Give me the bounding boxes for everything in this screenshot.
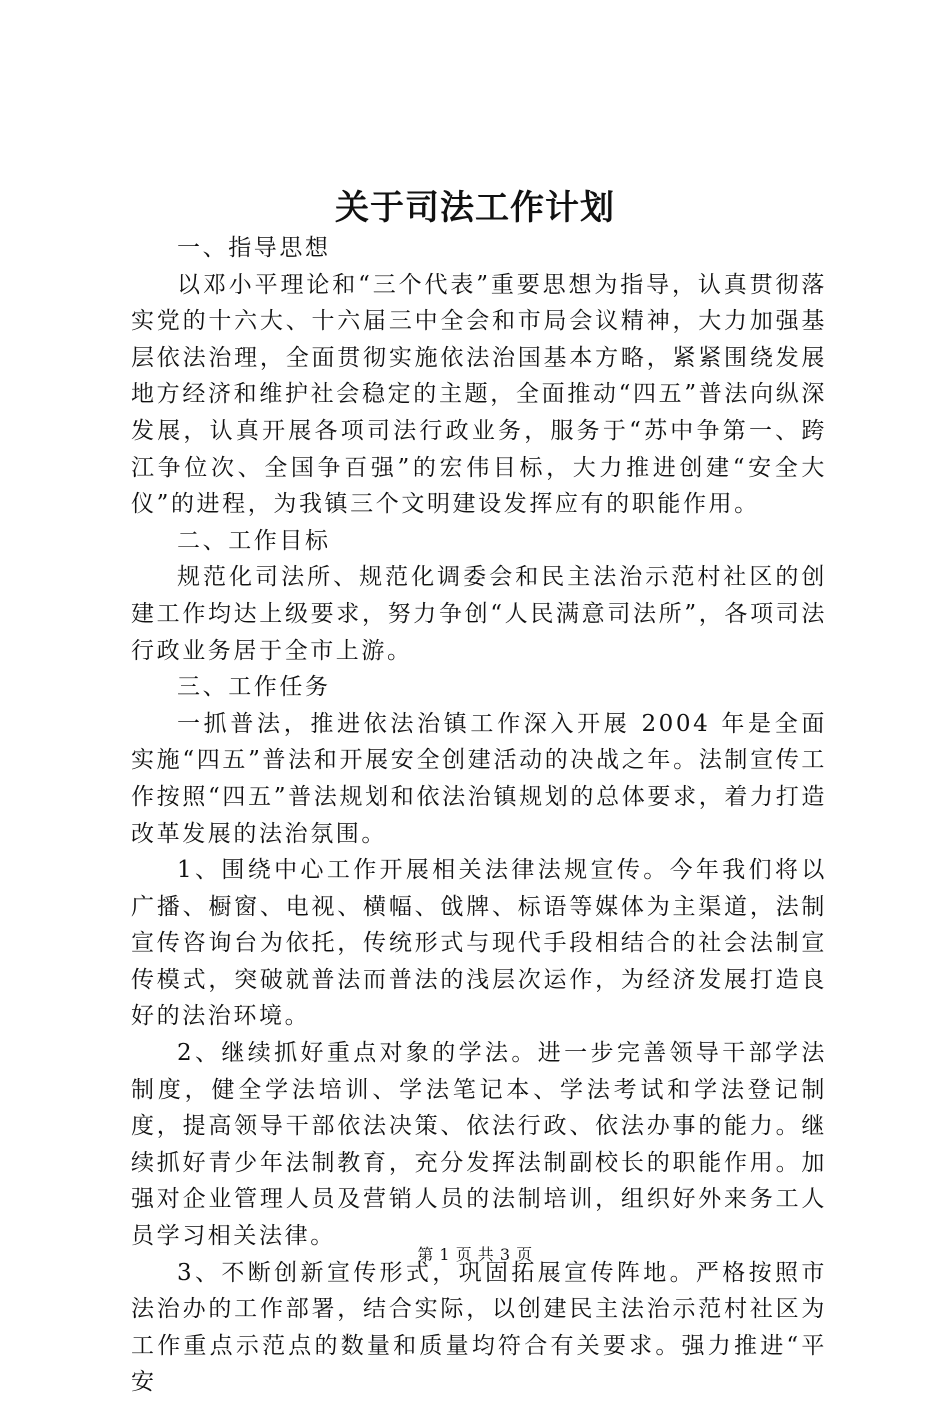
paragraph: 一抓普法，推进依法治镇工作深入开展 2004 年是全面实施“四五”普法和开展安全创建活动的决战之年。法制宣传工作按照“四五”普法规划和依法治镇规划的总体要求，着力打造改革发展的法治氛围。 <box>131 710 827 847</box>
paragraph: 3、不断创新宣传形式，巩固拓展宣传阵地。严格按照市法治办的工作部署，结合实际，以创建民主法治示范村社区为工作重点示范点的数量和质量均符合有关要求。强力推进“平安 <box>131 1259 827 1396</box>
paragraph: 1、围绕中心工作开展相关法律法规宣传。今年我们将以广播、橱窗、电视、横幅、戗牌、标语等媒体为主渠道，法制宣传咨询台为依托，传统形式与现代手段相结合的社会法制宣传模式，突破就普法而普法的浅层次运作，为经济发展打造良好的法治环境。 <box>131 857 827 1030</box>
section-heading: 一、指导思想 <box>177 235 331 261</box>
paragraph: 规范化司法所、规范化调委会和民主法治示范村社区的创建工作均达上级要求，努力争创“人民满意司法所”，各项司法行政业务居于全市上游。 <box>131 564 827 664</box>
section-heading: 三、工作任务 <box>177 674 331 701</box>
page-footer: 第 1 页 共 3 页 <box>417 1245 533 1264</box>
document-body <box>131 230 827 1401</box>
section-heading: 二、工作目标 <box>177 527 331 554</box>
paragraph: 2、继续抓好重点对象的学法。进一步完善领导干部学法制度，健全学法培训、学法笔记本、学法考试和学法登记制度，提高领导干部依法决策、依法行政、依法办事的能力。继续抓好青少年法制教育，充分发挥法制副校长的职能作用。加强对企业管理人员及营销人员的法制培训，组织好外来务工人员学习相关法律。 <box>131 1040 827 1250</box>
paragraph: 以邓小平理论和“三个代表”重要思想为指导，认真贯彻落实党的十六大、十六届三中全会和市局会议精神，大力加强基层依法治理，全面贯彻实施依法治国基本方略，紧紧围绕发展地方经济和维护社会稳定的主题，全面推动“四五”普法向纵深发展，认真开展各项司法行政业务，服务于“苏中争第一、跨江争位次、全国争百强”的宏伟目标，大力推进创建“安全大仪”的进程，为我镇三个文明建设发挥应有的职能作用。 <box>131 271 827 518</box>
document-title: 关于司法工作计划 <box>335 188 615 228</box>
